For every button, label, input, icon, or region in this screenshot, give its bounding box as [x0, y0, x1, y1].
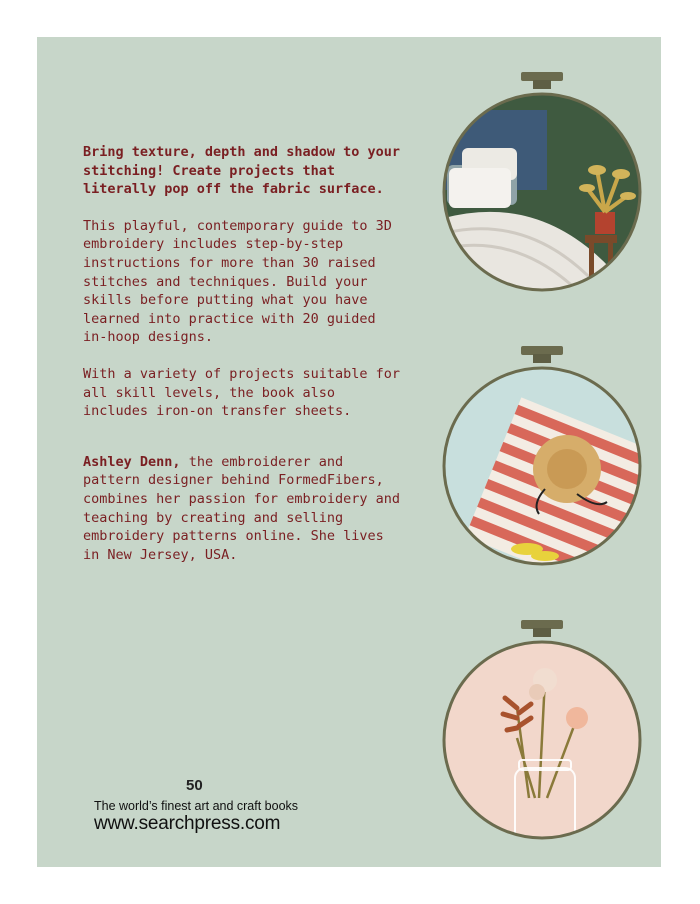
author-paragraph [83, 453, 403, 565]
hoop-flower-jar-image [437, 618, 647, 848]
intro-paragraph: Bring texture, depth and shadow to your stitching! Create projects that literally pop off the fabric surface. [83, 144, 400, 198]
hoop-bedroom-scene-image [437, 70, 647, 300]
author-name: Ashley Denn, [83, 453, 181, 470]
publisher-tagline: The world’s finest art and craft books [94, 799, 299, 813]
hoop-beach-towel-image [437, 344, 647, 574]
anniversary-mark: 50 [186, 777, 203, 794]
blurb-text [83, 143, 403, 582]
back-cover [37, 37, 661, 867]
author-bio: the embroiderer and pattern designer behind FormedFibers, combines her passion for embroidery and teaching by creating and selling embroidery patterns online. She lives in New Jersey, USA. [83, 453, 400, 563]
description-paragraph: This playful, contemporary guide to 3D embroidery includes step-by-step instructions for more than 30 raised stitches and techniques. Build your skills before putting what you have learned into practice with 20 guided in-hoop designs. [83, 217, 392, 346]
projects-paragraph: With a variety of projects suitable for all skill levels, the book also includes iron-on transfer sheets. [83, 365, 400, 420]
publisher-url[interactable]: www.searchpress.com [94, 813, 281, 834]
